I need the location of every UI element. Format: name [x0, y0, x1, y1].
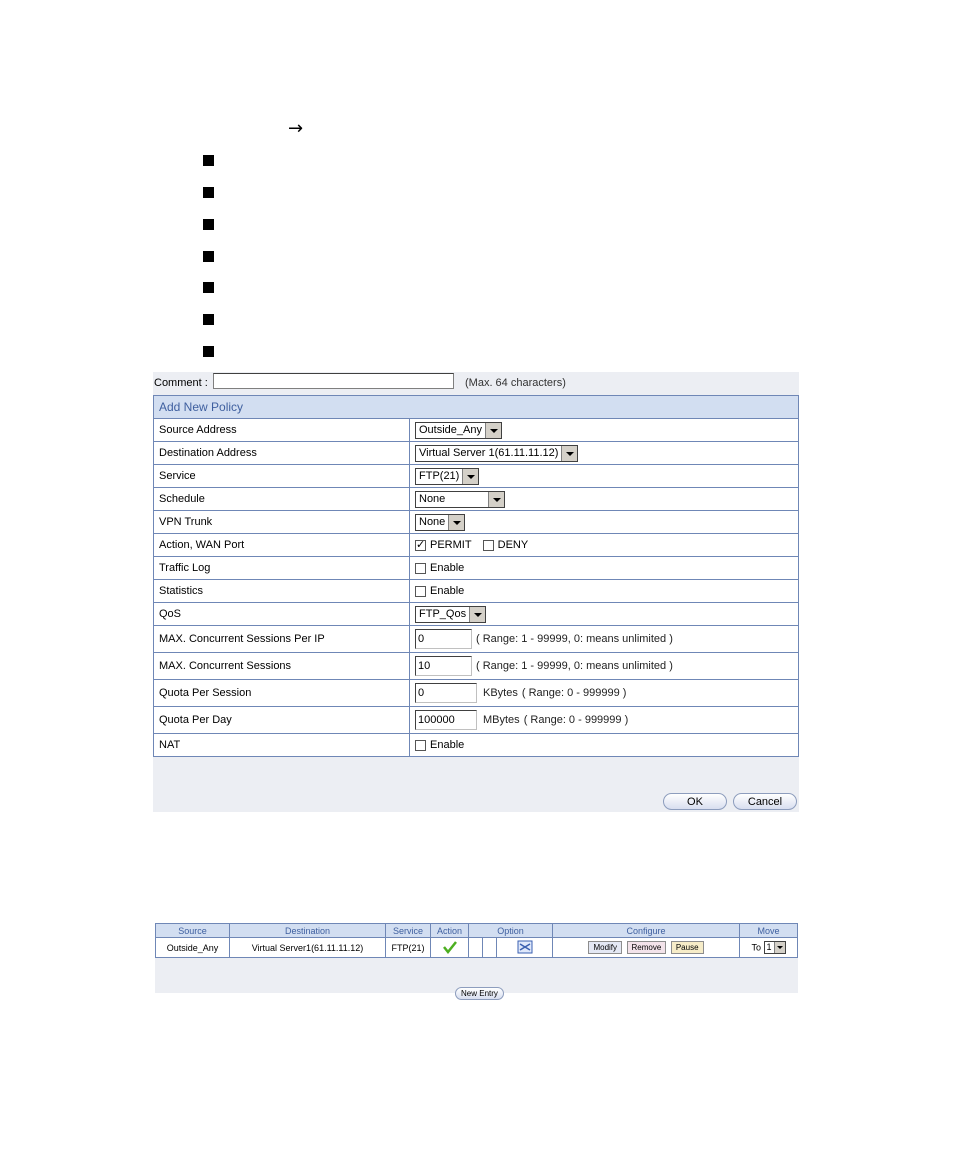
new-entry-button[interactable]: New Entry — [455, 987, 504, 1000]
bullet-icon — [203, 314, 214, 325]
move-select[interactable] — [764, 941, 786, 954]
row-qos — [154, 603, 799, 626]
row-destination-address — [154, 442, 799, 465]
destination-address-label: Destination Address — [154, 442, 410, 465]
option-cell — [483, 938, 497, 958]
schedule-label: Schedule — [154, 488, 410, 511]
service-select[interactable] — [415, 468, 479, 485]
qos-select[interactable] — [415, 606, 486, 623]
max-sessions-ip-input[interactable]: 0 — [415, 629, 472, 649]
policy-list-table — [155, 923, 798, 958]
row-statistics — [154, 580, 799, 603]
row-service: FTP(21) — [386, 938, 431, 958]
nat-label: NAT — [154, 734, 410, 757]
row-action — [154, 534, 799, 557]
col-configure-header: Configure — [553, 924, 740, 938]
chevron-down-icon — [485, 423, 501, 438]
row-max-sessions-ip — [154, 626, 799, 653]
traffic-log-label: Traffic Log — [154, 557, 410, 580]
col-option-header: Option — [469, 924, 553, 938]
chevron-down-icon — [561, 446, 577, 461]
configure-cell — [553, 938, 740, 958]
policy-list-panel — [155, 923, 798, 998]
chevron-down-icon — [774, 942, 785, 953]
table-row — [156, 938, 798, 958]
chevron-down-icon — [448, 515, 464, 530]
comment-label: Comment : — [154, 377, 208, 389]
quota-day-label: Quota Per Day — [154, 707, 410, 734]
row-destination: Virtual Server1(61.11.11.12) — [230, 938, 386, 958]
col-service-header: Service — [386, 924, 431, 938]
max-sessions-ip-hint: ( Range: 1 - 99999, 0: means unlimited ) — [476, 633, 673, 645]
source-address-select[interactable] — [415, 422, 502, 439]
quota-session-label: Quota Per Session — [154, 680, 410, 707]
add-policy-panel — [153, 372, 799, 812]
row-max-sessions — [154, 653, 799, 680]
row-service — [154, 465, 799, 488]
row-vpn-trunk — [154, 511, 799, 534]
comment-hint: (Max. 64 characters) — [465, 377, 566, 389]
service-label: Service — [154, 465, 410, 488]
statistics-checkbox[interactable] — [415, 586, 426, 597]
qos-icon[interactable] — [517, 940, 533, 954]
permit-label: PERMIT — [430, 539, 472, 552]
source-address-label: Source Address — [154, 419, 410, 442]
row-source-address — [154, 419, 799, 442]
move-select-value: 1 — [766, 942, 772, 952]
remove-button[interactable]: Remove — [627, 941, 667, 954]
vpn-trunk-value: None — [419, 515, 446, 528]
deny-label: DENY — [497, 539, 529, 552]
vpn-trunk-label: VPN Trunk — [154, 511, 410, 534]
row-source: Outside_Any — [156, 938, 230, 958]
bullet-icon — [203, 346, 214, 357]
modify-button[interactable]: Modify — [588, 941, 622, 954]
vpn-trunk-select[interactable] — [415, 514, 465, 531]
chevron-down-icon — [488, 492, 504, 507]
quota-day-input[interactable]: 100000 — [415, 710, 477, 730]
row-nat — [154, 734, 799, 757]
bullet-icon — [203, 219, 214, 230]
ok-button[interactable]: OK — [663, 793, 727, 810]
option-cell-icon — [497, 938, 553, 958]
schedule-value: None — [419, 492, 446, 505]
max-sessions-ip-label: MAX. Concurrent Sessions Per IP — [154, 626, 410, 653]
quota-session-input[interactable]: 0 — [415, 683, 477, 703]
comment-input[interactable] — [213, 373, 454, 389]
list-header-row — [156, 924, 798, 938]
max-sessions-hint: ( Range: 1 - 99999, 0: means unlimited ) — [476, 660, 673, 672]
quota-session-unit: KBytes — [483, 687, 518, 699]
move-cell — [740, 938, 798, 958]
max-sessions-input[interactable]: 10 — [415, 656, 472, 676]
bullet-icon — [203, 282, 214, 293]
permit-checkbox[interactable] — [415, 540, 426, 551]
chevron-down-icon — [469, 607, 485, 622]
bullet-icon — [203, 187, 214, 198]
row-quota-session — [154, 680, 799, 707]
col-destination-header: Destination — [230, 924, 386, 938]
destination-address-select[interactable] — [415, 445, 578, 462]
quota-day-hint: ( Range: 0 - 999999 ) — [523, 714, 629, 726]
destination-address-value: Virtual Server 1(61.11.11.12) — [419, 446, 559, 459]
option-cell — [469, 938, 483, 958]
nat-checkbox[interactable] — [415, 740, 426, 751]
max-sessions-label: MAX. Concurrent Sessions — [154, 653, 410, 680]
quota-day-unit: MBytes — [483, 714, 520, 726]
service-value: FTP(21) — [419, 469, 460, 482]
row-traffic-log — [154, 557, 799, 580]
statistics-enable-label: Enable — [430, 585, 465, 598]
form-title: Add New Policy — [154, 396, 799, 419]
deny-checkbox[interactable] — [483, 540, 494, 551]
policy-form-table — [153, 395, 799, 757]
qos-value: FTP_Qos — [419, 607, 467, 620]
statistics-label: Statistics — [154, 580, 410, 603]
source-address-value: Outside_Any — [419, 423, 482, 436]
cancel-button[interactable]: Cancel — [733, 793, 797, 810]
action-label: Action, WAN Port — [154, 534, 410, 557]
right-arrow-icon: → — [288, 118, 304, 139]
nat-enable-label: Enable — [430, 739, 465, 752]
col-action-header: Action — [431, 924, 469, 938]
traffic-log-enable-label: Enable — [430, 562, 465, 575]
bullet-icon — [203, 251, 214, 262]
move-to-label: To — [751, 942, 761, 953]
comment-row — [153, 372, 799, 394]
col-move-header: Move — [740, 924, 798, 938]
col-source-header: Source — [156, 924, 230, 938]
bullet-icon — [203, 155, 214, 166]
row-schedule — [154, 488, 799, 511]
schedule-select[interactable] — [415, 491, 505, 508]
permit-check-icon — [431, 938, 469, 958]
pause-button[interactable]: Pause — [671, 941, 704, 954]
qos-label: QoS — [154, 603, 410, 626]
traffic-log-checkbox[interactable] — [415, 563, 426, 574]
quota-session-hint: ( Range: 0 - 999999 ) — [521, 687, 627, 699]
chevron-down-icon — [462, 469, 478, 484]
row-quota-day — [154, 707, 799, 734]
